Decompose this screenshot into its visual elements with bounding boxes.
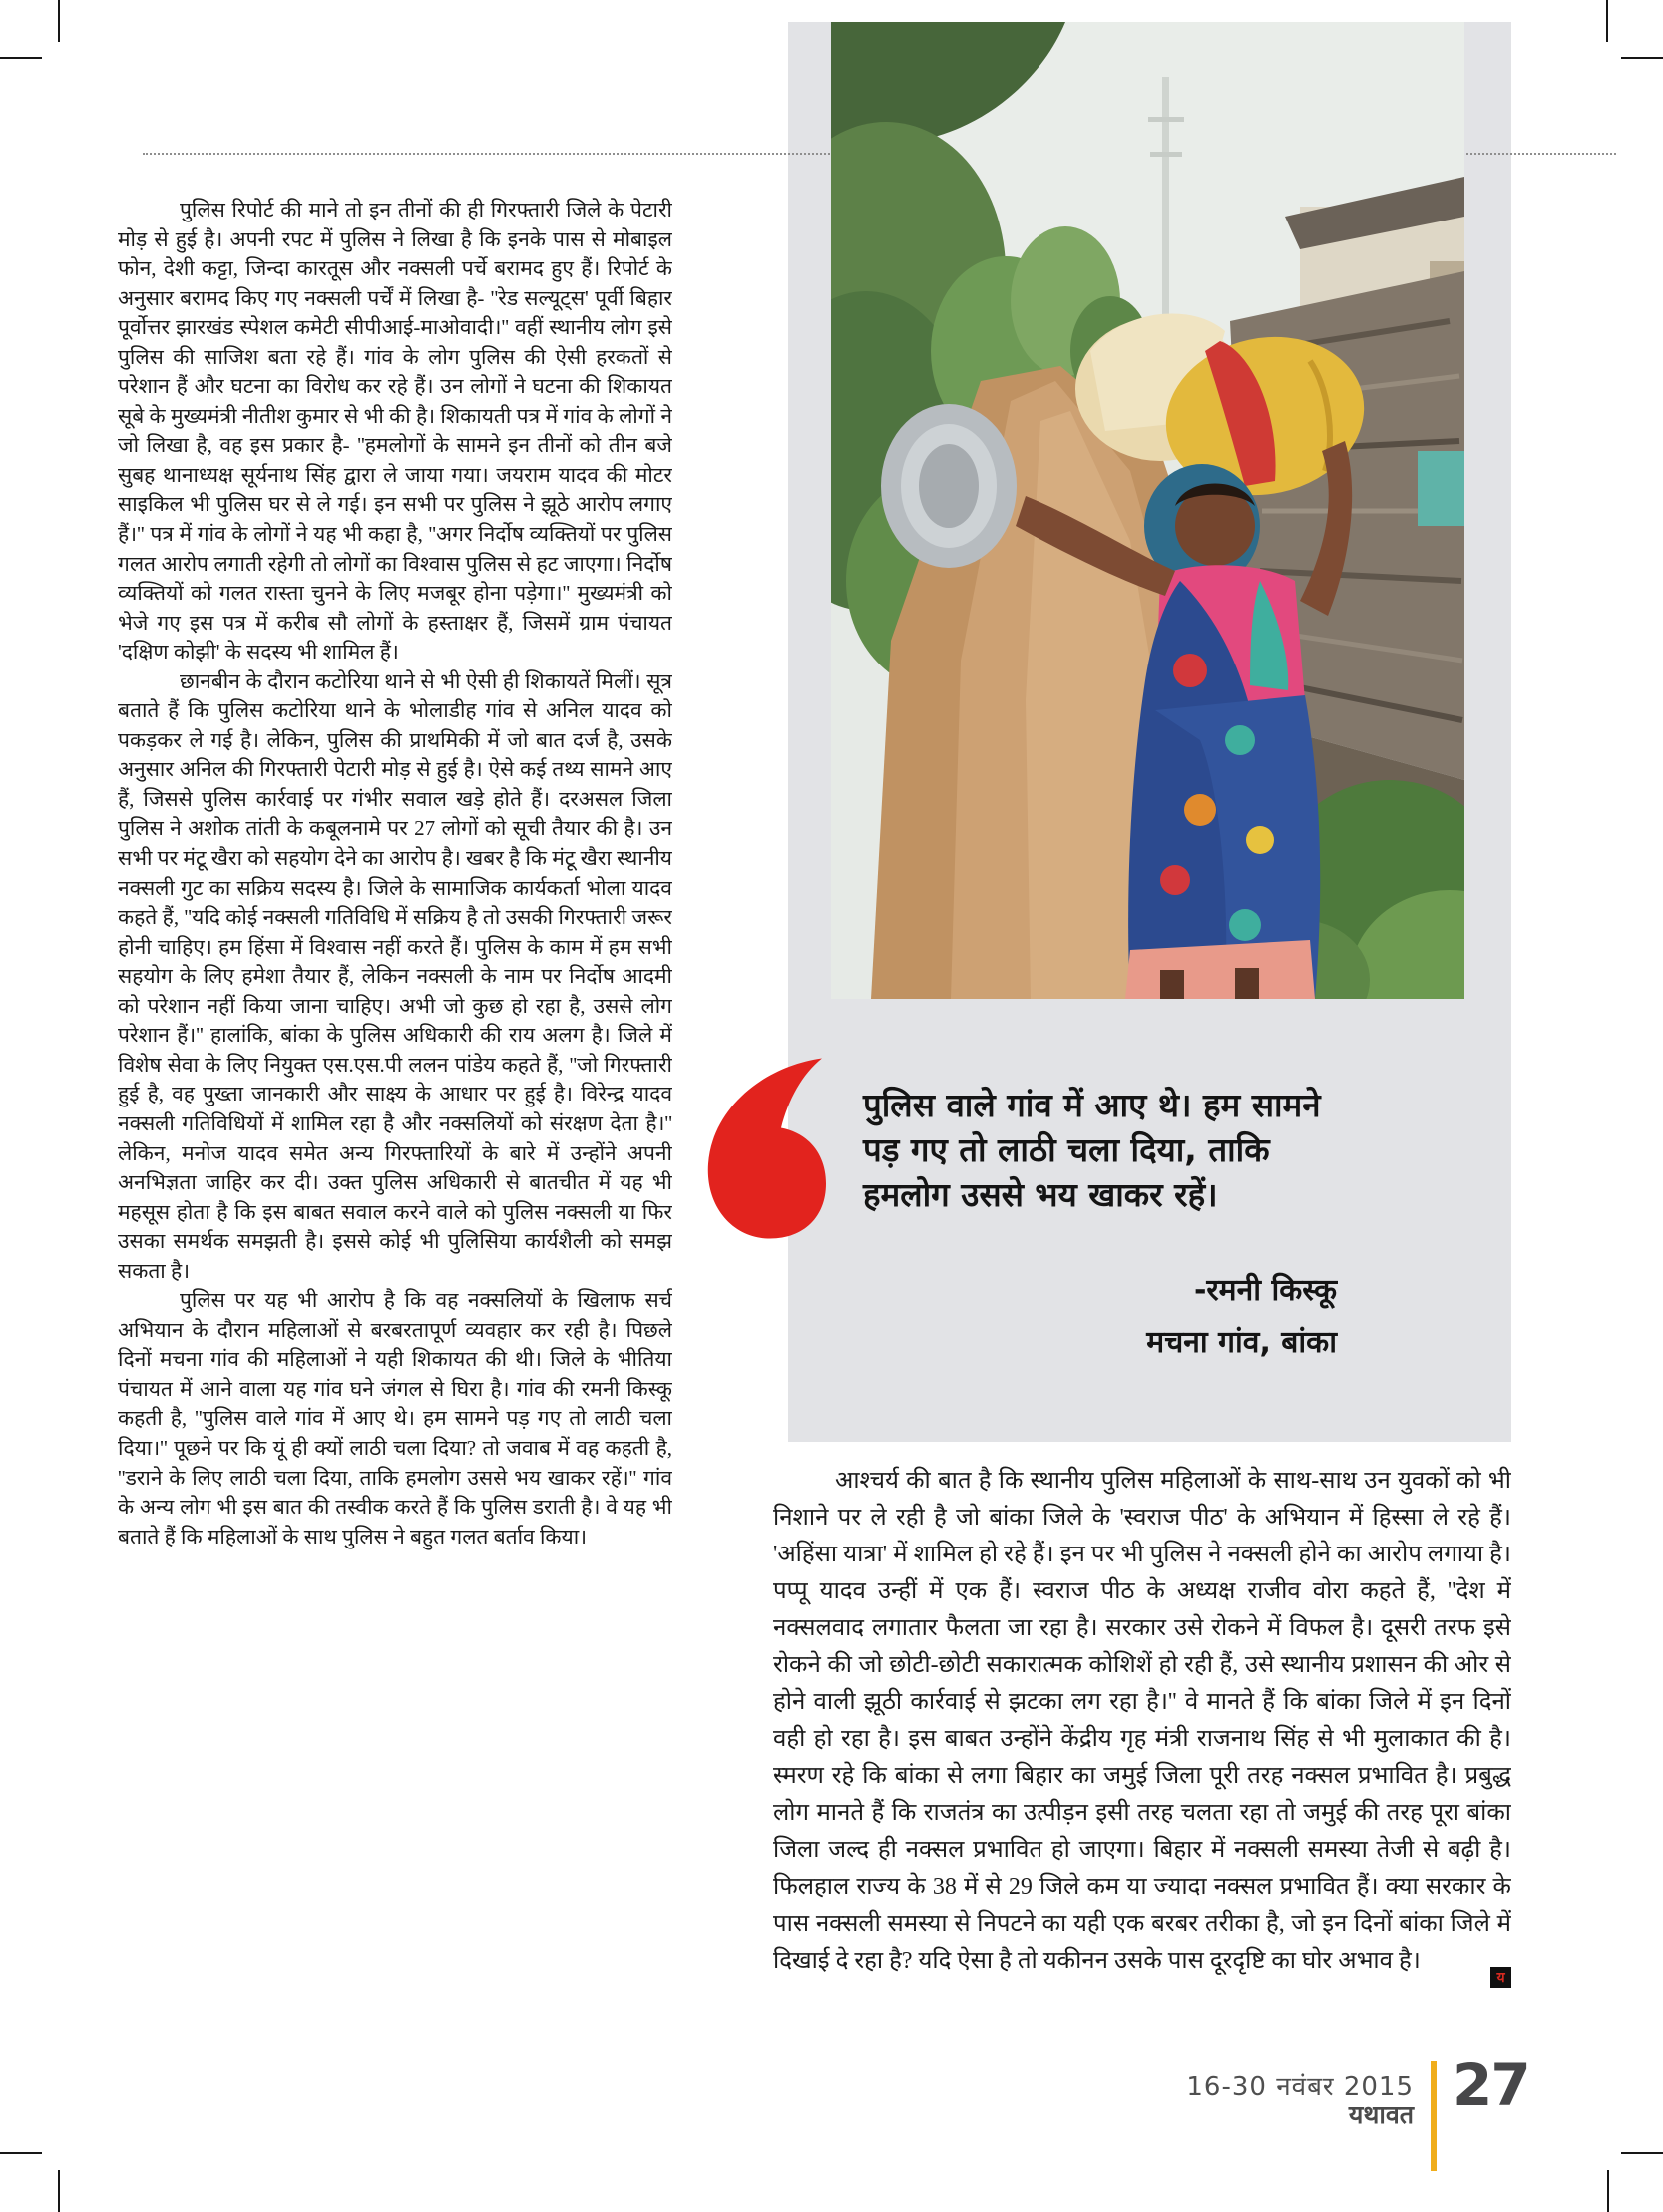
paragraph: आश्चर्य की बात है कि स्थानीय पुलिस महिलाओं के साथ-साथ उन युवकों को भी निशाने पर ले रही है जो बांका जिले के 'स्वराज पीठ' के अभियान में हिस्सा ले रहे हैं। 'अहिंसा यात्रा' में शामिल हो रहे हैं। इन पर भी पुलिस ने नक्सली होने का आरोप लगाया है। पप्पू यादव उन्हीं में एक हैं। स्वराज पीठ के अध्यक्ष राजीव वोरा कहते हैं, ''देश में नक्सलवाद लगातार फैलता जा रहा है। सरकार उसे रोकने में विफल है। दूसरी तरफ इसे रोकने की जो छोटी-छोटी सकारात्मक कोशिशें हो रही हैं, उसे स्थानीय प्रशासन की ओर से होने वाली झूठी कार्रवाई से झटका लग रहा है।'' वे मानते हैं कि बांका जिले में इन दिनों वही हो रहा है। इस बाबत उन्होंने केंद्रीय गृह मंत्री राजनाथ सिंह से भी मुलाकात की है। स्मरण रहे कि बांका से लगा बिहार का जमुई जिला पूरी तरह नक्सल प्रभावित है। प्रबुद्ध लोग मानते हैं कि राजतंत्र का उत्पीड़न इसी तरह चलता रहा तो जमुई की तरह पूरा बांका जिला जल्द ही नक्सल प्रभावित हो जाएगा। बिहार में नक्सली समस्या तेजी से बढ़ी है। फिलहाल राज्य के 38 में से 29 जिले कम या ज्यादा नक्सल प्रभावित हैं। क्या सरकार के पास नक्सली समस्या से निपटने का यही एक बरबर तरीका है, जो इन दिनों बांका जिले में दिखाई दे रहा है? यदि ऐसा है तो यकीनन उसके पास दूरदृष्टि का घोर अभाव है। bbox=[773, 1468, 1511, 1974]
pull-quote-attribution bbox=[863, 1265, 1337, 1369]
teal-cloth bbox=[1418, 451, 1464, 526]
end-of-article-mark bbox=[1490, 1967, 1511, 1988]
paragraph: छानबीन के दौरान कटोरिया थाने से भी ऐसी ही शिकायतें मिलीं। सूत्र बताते हैं कि पुलिस कटोरिया थाने के भोलाडीह गांव से अनिल यादव को पकड़कर ले गई है। लेकिन, पुलिस की प्राथमिकी में जो बात दर्ज है, उसके अनुसार अनिल की गिरफ्तारी पेटारी मोड़ से हुई है। ऐसे कई तथ्य सामने आए हैं, जिससे पुलिस कार्रवाई पर गंभीर सवाल खड़े होते हैं। दरअसल जिला पुलिस ने अशोक तांती के कबूलनामे पर 27 लोगों को सूची तैयार की है। उन सभी पर मंटू खैरा को सहयोग देने का आरोप है। खबर है कि मंटू खैरा स्थानीय नक्सली गुट का सक्रिय सदस्य है। जिले के सामाजिक कार्यकर्ता भोला यादव कहते हैं, ''यदि कोई नक्सली गतिविधि में सक्रिय है तो उसकी गिरफ्तारी जरूर होनी चाहिए। हम हिंसा में विश्वास नहीं करते हैं। पुलिस के काम में हम सभी सहयोग के लिए हमेशा तैयार हैं, लेकिन नक्सली के नाम पर निर्दोष आदमी को परेशान नहीं किया जाना चाहिए। अभी जो कुछ हो रहा है, उससे लोग परेशान हैं।'' हालांकि, बांका के पुलिस अधिकारी की राय अलग है। जिले में विशेष सेवा के लिए नियुक्त एस.एस.पी ललन पांडेय कहते हैं, ''जो गिरफ्तारी हुई है, वह पुख्ता जानकारी और साक्ष्य के आधार पर हुई है। विरेन्द्र यादव नक्सली गतिविधियों में शामिल रहा है और नक्सलियों को संरक्षण देता है।'' लेकिन, मनोज यादव समेत अन्य गिरफ्तारियों के बारे में उन्होंने अपनी अनभिज्ञता जाहिर कर दी। उक्त पुलिस अधिकारी से बातचीत में यह भी महसूस होता है कि इस बाबत सवाल करने वाले को पुलिस नक्सली या फिर उसका समर्थक समझती है। इससे कोई भी पुलिसिया कार्यशैली को समझ सकता है। bbox=[118, 668, 672, 1283]
crop-mark-bottom-right-h bbox=[1621, 2152, 1663, 2154]
paragraph: पुलिस पर यह भी आरोप है कि वह नक्सलियों के खिलाफ सर्च अभियान के दौरान महिलाओं से बरबरतापूर्ण व्यवहार कर रही है। पिछले दिनों मचना गांव की महिलाओं ने यही शिकायत की थी। जिले के भीतिया पंचायत में आने वाला यह गांव घने जंगल से घिरा है। गांव की रमनी किस्कू कहती है, ''पुलिस वाले गांव में आए थे। हम सामने पड़ गए तो लाठी चला दिया।'' पूछने पर कि यूं ही क्यों लाठी चला दिया? तो जवाब में वह कहती है, ''डराने के लिए लाठी चला दिया, ताकि हमलोग उससे भय खाकर रहें।'' गांव के अन्य लोग भी इस बात की तस्वीक करते हैं कि पुलिस डराती है। वे यह भी बताते हैं कि महिलाओं के साथ पुलिस ने बहुत गलत बर्ताव किया। bbox=[118, 1288, 672, 1548]
footer-divider-bar bbox=[1431, 2061, 1437, 2171]
pull-quote-attribution-name: -रमनी किस्कू bbox=[1193, 1273, 1337, 1308]
page-number: 27 bbox=[1453, 2051, 1529, 2119]
crop-mark-top-left-h bbox=[0, 57, 42, 59]
article-right-column bbox=[773, 1463, 1511, 2009]
photo-illustration bbox=[831, 22, 1464, 999]
crop-mark-top-right-v bbox=[1606, 0, 1608, 42]
skirt-hem bbox=[1125, 940, 1315, 999]
metal-basin bbox=[881, 404, 1017, 568]
paragraph: पुलिस रिपोर्ट की माने तो इन तीनों की ही गिरफ्तारी जिले के पेटारी मोड़ से हुई है। अपनी रपट में पुलिस ने लिखा है कि इनके पास से मोबाइल फोन, देशी कट्टा, जिन्दा कारतूस और नक्सली पर्चे बरामद हुए हैं। रिपोर्ट के अनुसार बरामद किए गए नक्सली पर्चें में लिखा है- ''रेड सल्यूट्स' पूर्वी बिहार पूर्वोत्तर झारखंड स्पेशल कमेटी सीपीआई-माओवादी।'' वहीं स्थानीय लोग इसे पुलिस की साजिश बता रहे हैं। गांव के लोग पुलिस की ऐसी हरकतों से परेशान हैं और घटना का विरोध कर रहे हैं। उन लोगों ने घटना की शिकायत सूबे के मुख्यमंत्री नीतीश कुमार से भी की है। शिकायती पत्र में गांव के लोगों ने जो लिखा है, वह इस प्रकार है- ''हमलोगों के सामने इन तीनों को तीन बजे सुबह थानाध्यक्ष सूर्यनाथ सिंह द्वारा ले जाया गया। जयराम यादव की मोटर साइकिल भी पुलिस घर से ले गई। इन सभी पर पुलिस ने झूठे आरोप लगाए हैं।'' पत्र में गांव के लोगों ने यह भी कहा है, ''अगर निर्दोष व्यक्तियों पर पुलिस गलत आरोप लगाती रहेगी तो लोगों का विश्वास पुलिस से हट जाएगा। निर्दोष व्यक्तियों को गलत रास्ता चुनने के लिए मजबूर होना पड़ेगा।'' मुख्यमंत्री को भेजे गए इस पत्र में करीब सौ लोगों के हस्ताक्षर हैं, जिसमें ग्राम पंचायत 'दक्षिण कोझी' के सदस्य भी शामिल हैं। bbox=[118, 198, 672, 664]
quote-mark-icon bbox=[698, 1056, 828, 1241]
crop-mark-top-right-h bbox=[1621, 57, 1663, 59]
crop-mark-bottom-right-v bbox=[1607, 2170, 1609, 2212]
crop-mark-bottom-left-h bbox=[0, 2152, 42, 2154]
leg bbox=[1160, 970, 1184, 999]
crop-mark-bottom-left-v bbox=[58, 2170, 60, 2212]
article-left-column bbox=[118, 196, 672, 1908]
footer-magazine-name: यथावत bbox=[1348, 2100, 1414, 2129]
village-road-photo bbox=[831, 22, 1464, 999]
leg bbox=[1235, 968, 1259, 999]
crop-mark-top-left-v bbox=[58, 0, 60, 42]
pull-quote-attribution-place: मचना गांव, बांका bbox=[1146, 1325, 1337, 1360]
footer-issue-date: 16-30 नवंबर 2015 bbox=[1186, 2072, 1414, 2102]
end-mark-glyph: य bbox=[1496, 1969, 1505, 1986]
pull-quote-text: पुलिस वाले गांव में आए थे। हम सामने पड़ गए तो लाठी चला दिया, ताकि हमलोग उससे भय खाकर रहें। bbox=[863, 1086, 1321, 1214]
